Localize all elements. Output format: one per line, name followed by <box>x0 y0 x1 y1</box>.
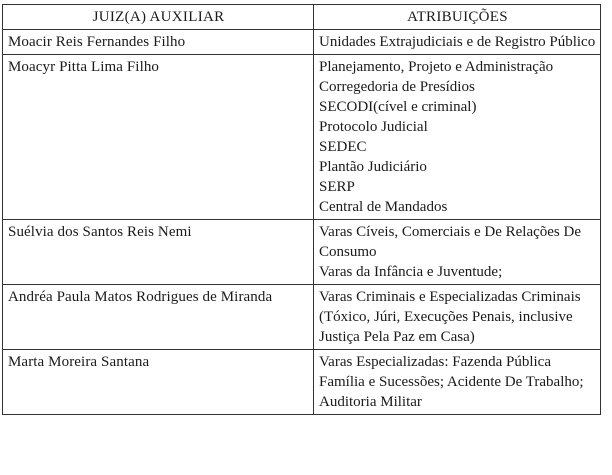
judge-name: Moacyr Pitta Lima Filho <box>3 55 314 220</box>
table-row <box>3 285 601 350</box>
duty-item: SERP <box>319 179 355 195</box>
duty-item: Protocolo Judicial <box>319 119 428 135</box>
table-header-row <box>3 5 601 30</box>
duties-cell <box>314 220 601 285</box>
table-row <box>3 55 601 220</box>
duties-cell <box>314 350 601 415</box>
duty-item: Corregedoria de Presídios <box>319 79 475 95</box>
header-judge: JUIZ(A) AUXILIAR <box>3 5 314 30</box>
judge-name: Moacir Reis Fernandes Filho <box>3 30 314 55</box>
duties-cell <box>314 55 601 220</box>
header-duties: ATRIBUIÇÕES <box>314 5 601 30</box>
duty-item: Central de Mandados <box>319 199 448 215</box>
duty-item: Varas Cíveis, Comerciais e De Relações De Consumo <box>319 224 581 260</box>
duty-item: Varas Especializadas: Fazenda Pública Família e Sucessões; Acidente De Trabalho; Auditoria Militar <box>319 354 584 410</box>
duty-item: Varas Criminais e Especializadas Criminais (Tóxico, Júri, Execuções Penais, inclusive Justiça Pela Paz em Casa) <box>319 289 581 345</box>
duty-item: Plantão Judiciário <box>319 159 427 175</box>
duties-cell <box>314 30 601 55</box>
judge-name: Andréa Paula Matos Rodrigues de Miranda <box>3 285 314 350</box>
duty-item: Varas da Infância e Juventude; <box>319 264 503 280</box>
table-row <box>3 30 601 55</box>
duty-item: Planejamento, Projeto e Administração <box>319 59 554 75</box>
table-row <box>3 220 601 285</box>
duty-item: SEDEC <box>319 139 367 155</box>
duty-item: SECODI(cível e criminal) <box>319 99 477 115</box>
judge-name: Marta Moreira Santana <box>3 350 314 415</box>
duty-item: Unidades Extrajudiciais e de Registro Público <box>319 34 596 50</box>
judge-assignments-table <box>2 4 601 415</box>
table-row <box>3 350 601 415</box>
duties-cell <box>314 285 601 350</box>
judge-name: Suélvia dos Santos Reis Nemi <box>3 220 314 285</box>
